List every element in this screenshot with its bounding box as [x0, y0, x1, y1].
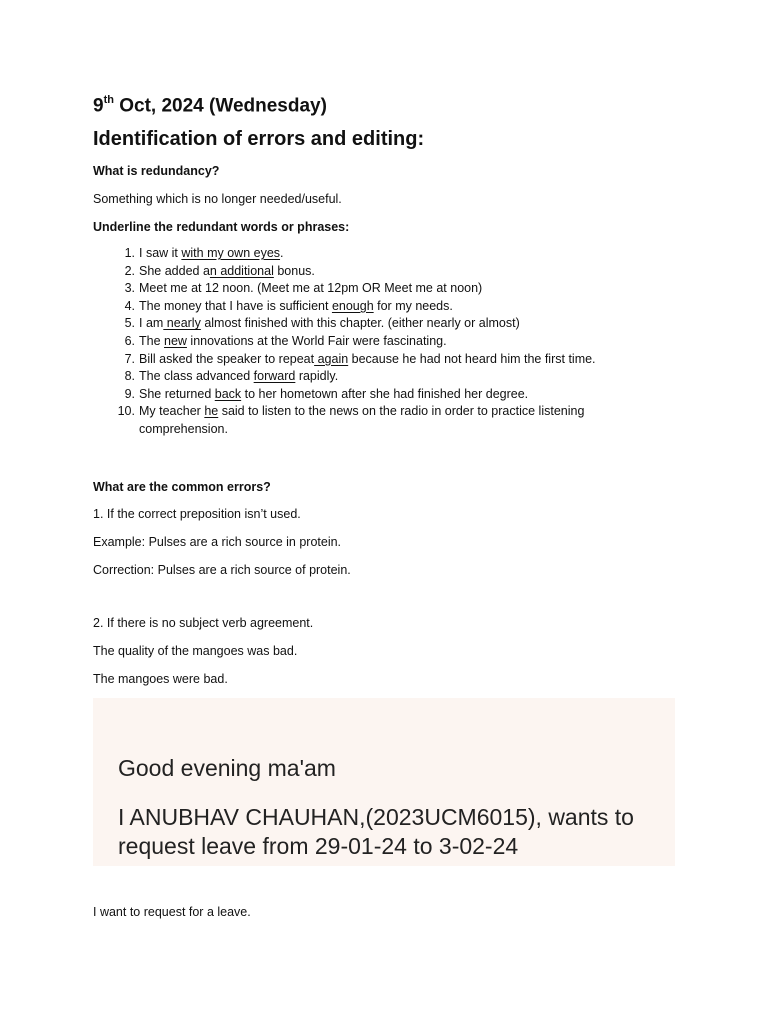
list-item: 4. The money that I have is sufficient enough for my needs. [124, 298, 453, 313]
error-2-title: 2. If there is no subject verb agreement. [93, 616, 314, 630]
date-heading [93, 86, 327, 121]
date-day: 9 [93, 95, 104, 117]
error-1-title: 1. If the correct preposition isn’t used. [93, 507, 301, 521]
error-2-line-2: The mangoes were bad. [93, 672, 228, 686]
list-item: 5. I am nearly almost finished with this chapter. (either nearly or almost) [124, 316, 520, 331]
error-1-correction: Correction: Pulses are a rich source of protein. [93, 563, 351, 577]
list-item: 7. Bill asked the speaker to repeat again because he had not heard him the first time. [124, 351, 596, 366]
underlined-phrase: forward [253, 369, 296, 384]
question-common-errors: What are the common errors? [93, 480, 271, 494]
list-item: 10. My teacher he said to listen to the news on the radio in order to practice listening comprehension. [117, 404, 585, 436]
underlined-phrase: n additional [209, 263, 274, 278]
error-1-example: Example: Pulses are a rich source in protein. [93, 535, 342, 549]
error-2-line-1: The quality of the mangoes was bad. [93, 644, 298, 658]
list-item: 9. She returned back to her hometown after she had finished her degree. [124, 386, 529, 401]
message-screenshot-image [93, 698, 675, 866]
underlined-phrase: he [204, 404, 219, 419]
image-greeting: Good evening ma'am [118, 755, 336, 781]
page-title: Identification of errors and editing: [93, 128, 425, 150]
underlined-phrase: enough [331, 298, 374, 313]
answer-redundancy: Something which is no longer needed/useful. [93, 192, 342, 206]
underlined-phrase: nearly [163, 316, 201, 331]
list-item: 3. Meet me at 12 noon. (Meet me at 12pm OR Meet me at noon) [124, 281, 483, 296]
underlined-phrase: back [214, 386, 242, 401]
list-item: 8. The class advanced forward rapidly. [124, 369, 339, 384]
image-text-line-2: request leave from 29-01-24 to 3-02-24 [118, 833, 519, 859]
underlined-phrase: again [314, 351, 349, 366]
closing-line: I want to request for a leave. [93, 905, 251, 919]
date-suffix: th [103, 94, 114, 106]
list-item: 1. I saw it with my own eyes. [124, 246, 284, 260]
redundancy-list [93, 245, 653, 439]
question-redundancy: What is redundancy? [93, 164, 220, 178]
list-item: 2. She added an additional bonus. [124, 263, 315, 278]
underlined-phrase: with my own eyes [181, 246, 281, 260]
instruction-underline: Underline the redundant words or phrases: [93, 220, 350, 234]
date-rest: Oct, 2024 (Wednesday) [113, 95, 327, 117]
list-item: 6. The new innovations at the World Fair were fascinating. [124, 333, 447, 348]
underlined-phrase: new [164, 333, 187, 348]
image-text-line-1: I ANUBHAV CHAUHAN,(2023UCM6015), wants to [118, 804, 634, 830]
